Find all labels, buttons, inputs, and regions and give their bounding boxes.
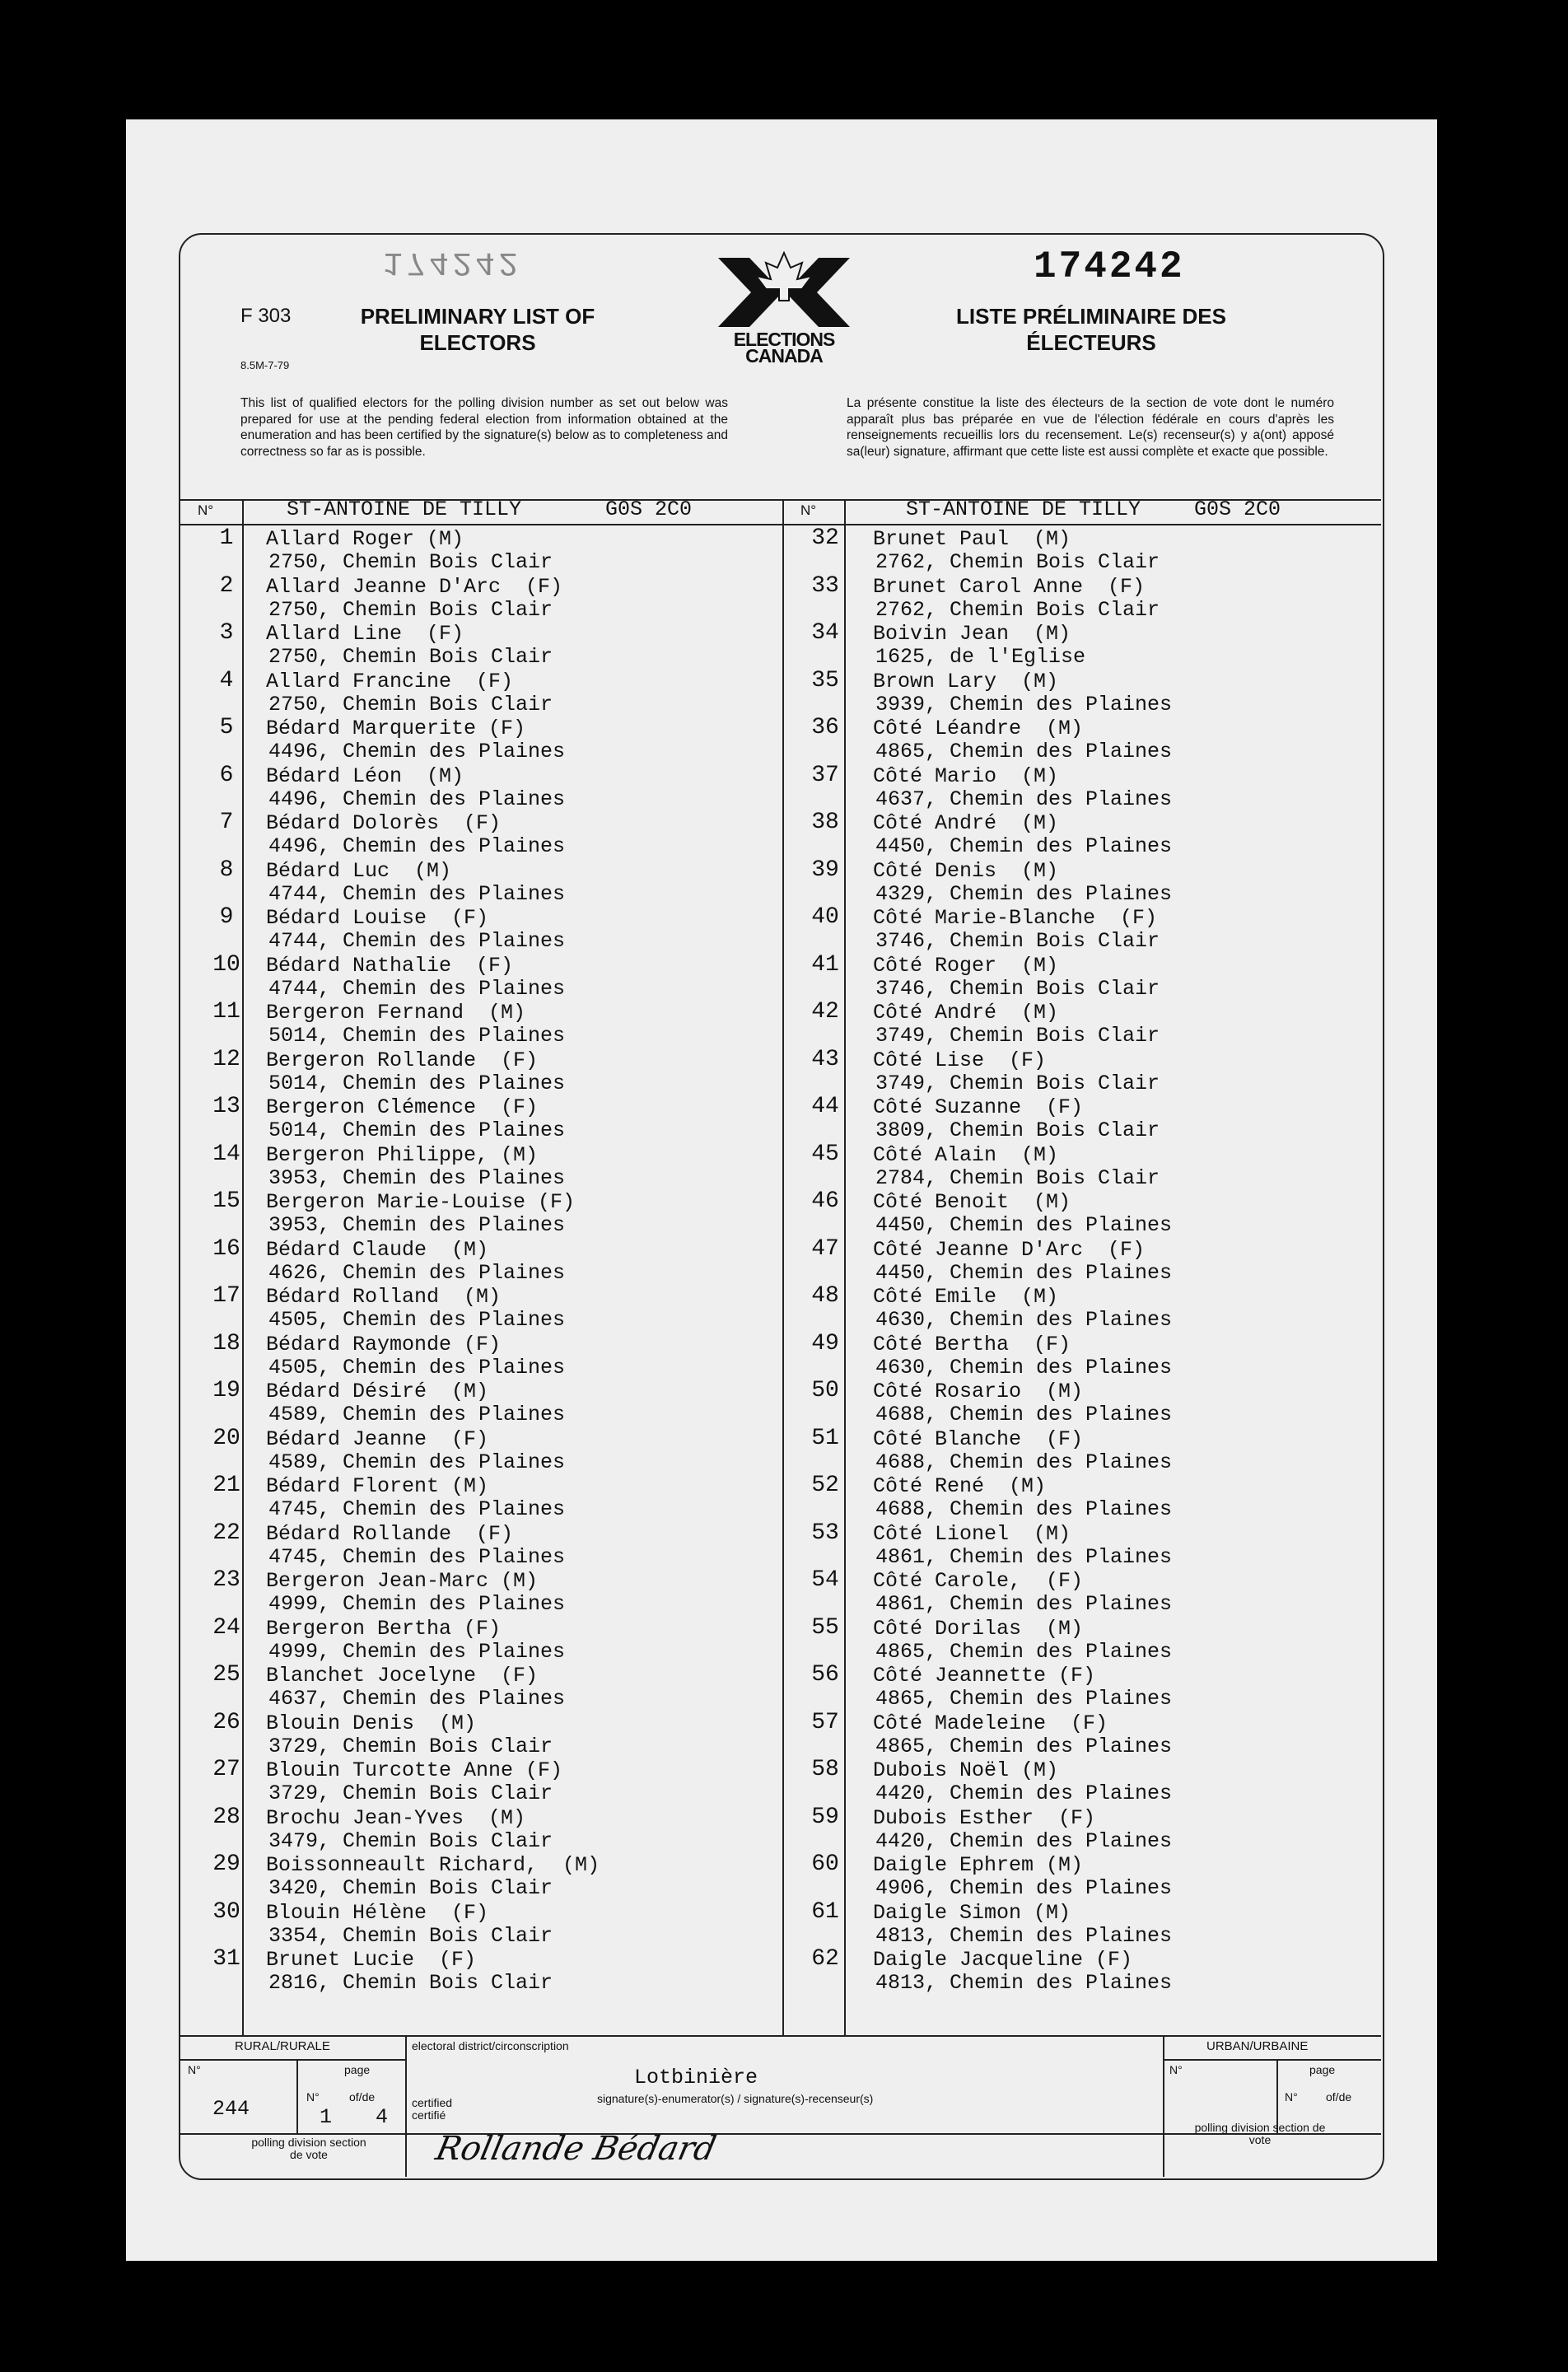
elector-number: 53	[811, 1520, 839, 1546]
notice-english: This list of qualified electors for the polling division number as set out below was prepared for use at the pending federal election from information obtained at the enumeration and has been certified by the signature(s) below as to completeness and correctness so far as is possible.	[240, 396, 728, 459]
elector-address: 3746, Chemin Bois Clair	[875, 929, 1160, 953]
urban-label: URBAN/URBAINE	[1206, 2039, 1309, 2053]
elector-number: 18	[212, 1330, 240, 1356]
elector-number: 11	[212, 999, 240, 1025]
elector-number: 33	[811, 572, 839, 599]
elector-name: Brunet Lucie (F)	[266, 1948, 477, 1972]
elector-address: 4688, Chemin des Plaines	[875, 1403, 1173, 1426]
elector-address: 4420, Chemin des Plaines	[875, 1781, 1173, 1805]
elector-address: 3939, Chemin des Plaines	[875, 692, 1173, 717]
urban-polling-division-label: polling division section de vote	[1194, 2121, 1326, 2146]
rural-label: RURAL/RURALE	[235, 2039, 330, 2053]
elector-number: 17	[212, 1283, 240, 1309]
elector-name: Bergeron Clémence (F)	[266, 1095, 539, 1119]
elector-address: 3354, Chemin Bois Clair	[268, 1923, 553, 1948]
elector-number: 9	[219, 904, 234, 930]
elector-address: 4637, Chemin des Plaines	[875, 787, 1173, 811]
elector-address: 3729, Chemin Bois Clair	[268, 1734, 553, 1758]
elector-name: Bergeron Rollande (F)	[266, 1048, 539, 1072]
elector-name: Blouin Hélène (F)	[266, 1900, 489, 1925]
elector-address: 4813, Chemin des Plaines	[875, 1971, 1173, 1995]
elector-address: 4420, Chemin des Plaines	[875, 1828, 1173, 1853]
elector-number: 1	[219, 525, 234, 551]
elector-name: Boissonneault Richard, (M)	[266, 1853, 600, 1877]
elector-name: Allard Line (F)	[266, 622, 464, 646]
elector-number: 38	[811, 810, 839, 835]
elector-address: 4496, Chemin des Plaines	[268, 834, 566, 858]
logo-text: ELECTIONS CANADA	[733, 329, 835, 367]
elector-address: 4637, Chemin des Plaines	[268, 1687, 566, 1711]
title-english: PRELIMINARY LIST OF ELECTORS	[360, 304, 595, 355]
elector-address: 4744, Chemin des Plaines	[268, 881, 566, 906]
elector-name: Brown Lary (M)	[873, 669, 1059, 693]
elector-address: 4589, Chemin des Plaines	[268, 1450, 566, 1474]
elector-name: Boivin Jean (M)	[873, 622, 1071, 646]
elector-number: 3	[219, 620, 234, 646]
elector-number: 59	[811, 1804, 839, 1830]
elector-number: 55	[811, 1614, 839, 1641]
elector-number: 43	[811, 1046, 839, 1072]
elector-address: 3420, Chemin Bois Clair	[268, 1876, 553, 1900]
elector-address: 4688, Chemin des Plaines	[875, 1497, 1173, 1521]
elector-number: 2	[219, 572, 234, 599]
elector-number: 60	[811, 1851, 839, 1877]
elector-number: 16	[212, 1235, 240, 1262]
stamp-number: 174242	[383, 243, 522, 280]
elector-name: Côté Marie-Blanche (F)	[873, 906, 1158, 930]
electoral-district: Lotbinière	[634, 2066, 758, 2090]
elector-address: 4688, Chemin des Plaines	[875, 1450, 1173, 1474]
elector-name: Bédard Rolland (M)	[266, 1285, 502, 1309]
elector-name: Bergeron Marie-Louise (F)	[266, 1190, 576, 1214]
elector-address: 2762, Chemin Bois Clair	[875, 550, 1160, 574]
elector-address: 3953, Chemin des Plaines	[268, 1165, 566, 1190]
elector-number: 50	[811, 1378, 839, 1403]
elector-address: 3746, Chemin Bois Clair	[875, 976, 1160, 1001]
serial-number: 174242	[1034, 245, 1185, 288]
elector-address: 4450, Chemin des Plaines	[875, 834, 1173, 858]
elector-address: 4626, Chemin des Plaines	[268, 1260, 566, 1285]
elector-name: Côté André (M)	[873, 1001, 1059, 1025]
urban-header-rule	[1163, 2059, 1381, 2061]
left-no-header: N°	[198, 502, 214, 518]
form-revision: 8.5M-7-79	[240, 359, 290, 371]
elector-number: 39	[811, 857, 839, 883]
elector-address: 4865, Chemin des Plaines	[875, 740, 1173, 763]
elector-name: Côté René (M)	[873, 1474, 1047, 1498]
elector-address: 3749, Chemin Bois Clair	[875, 1071, 1160, 1095]
elector-name: Brunet Paul (M)	[873, 527, 1071, 551]
page-of-number: 4	[376, 2105, 389, 2129]
elector-address: 4906, Chemin des Plaines	[875, 1876, 1173, 1900]
elector-name: Blouin Turcotte Anne (F)	[266, 1758, 563, 1782]
elector-address: 4745, Chemin des Plaines	[268, 1544, 566, 1569]
elector-number: 56	[811, 1662, 839, 1688]
rural-header-rule	[180, 2059, 405, 2061]
page-number: 1	[320, 2105, 333, 2129]
elector-number: 51	[811, 1425, 839, 1451]
elector-name: Côté André (M)	[873, 811, 1059, 835]
elector-address: 4861, Chemin des Plaines	[875, 1592, 1173, 1616]
elector-name: Côté Jeannette (F)	[873, 1664, 1096, 1688]
elector-address: 4329, Chemin des Plaines	[875, 881, 1173, 906]
elector-number: 31	[212, 1946, 240, 1972]
elector-address: 3479, Chemin Bois Clair	[268, 1828, 553, 1853]
elector-name: Bédard Dolorès (F)	[266, 811, 502, 835]
elector-name: Blanchet Jocelyne (F)	[266, 1664, 539, 1688]
form-number: F 303	[240, 305, 292, 327]
elector-name: Bergeron Jean-Marc (M)	[266, 1569, 539, 1593]
elector-name: Côté Lionel (M)	[873, 1521, 1071, 1546]
elector-name: Bédard Louise (F)	[266, 906, 489, 930]
elector-name: Daigle Ephrem (M)	[873, 1853, 1084, 1877]
elector-number: 61	[811, 1898, 839, 1925]
elector-number: 8	[219, 857, 234, 883]
elector-name: Bédard Florent (M)	[266, 1474, 489, 1498]
elector-number: 34	[811, 620, 839, 646]
elector-name: Daigle Jacqueline (F)	[873, 1948, 1133, 1972]
elector-address: 4496, Chemin des Plaines	[268, 740, 566, 763]
elector-address: 3809, Chemin Bois Clair	[875, 1118, 1160, 1142]
elector-number: 27	[212, 1757, 240, 1782]
elector-address: 4813, Chemin des Plaines	[875, 1923, 1173, 1948]
elector-number: 4	[219, 667, 234, 693]
table-header-rule	[180, 524, 1381, 525]
elector-address: 3749, Chemin Bois Clair	[875, 1024, 1160, 1048]
elector-name: Brunet Carol Anne (F)	[873, 574, 1146, 599]
title-french: LISTE PRÉLIMINAIRE DES ÉLECTEURS	[956, 304, 1226, 355]
elector-address: 4630, Chemin des Plaines	[875, 1308, 1173, 1332]
elector-number: 45	[811, 1141, 839, 1167]
elector-address: 4450, Chemin des Plaines	[875, 1260, 1173, 1285]
certified-label: certified certifié	[412, 2096, 453, 2122]
elector-name: Bédard Jeanne (F)	[266, 1426, 489, 1451]
polling-number: 244	[212, 2097, 250, 2121]
urban-page-no-label: N°	[1285, 2090, 1298, 2104]
elector-number: 47	[811, 1235, 839, 1262]
elector-number: 5	[219, 715, 234, 740]
elector-address: 2750, Chemin Bois Clair	[268, 692, 553, 717]
elector-name: Bédard Marquerite (F)	[266, 717, 526, 740]
elector-number: 58	[811, 1757, 839, 1782]
elector-number: 29	[212, 1851, 240, 1877]
elector-number: 57	[811, 1709, 839, 1735]
rural-no-label: N°	[188, 2063, 201, 2076]
elector-name: Côté Blanche (F)	[873, 1426, 1084, 1451]
elector-number: 42	[811, 999, 839, 1025]
elector-name: Dubois Esther (F)	[873, 1805, 1096, 1830]
elector-address: 4745, Chemin des Plaines	[268, 1497, 566, 1521]
elector-address: 4861, Chemin des Plaines	[875, 1544, 1173, 1569]
elector-address: 4744, Chemin des Plaines	[268, 929, 566, 953]
elector-address: 4450, Chemin des Plaines	[875, 1213, 1173, 1237]
elector-name: Côté Roger (M)	[873, 953, 1059, 978]
elector-address: 4865, Chemin des Plaines	[875, 1734, 1173, 1758]
elector-number: 48	[811, 1283, 839, 1309]
elector-address: 4999, Chemin des Plaines	[268, 1592, 566, 1616]
elector-name: Côté Madeleine (F)	[873, 1711, 1108, 1735]
elector-number: 44	[811, 1094, 839, 1119]
elector-number: 52	[811, 1473, 839, 1498]
elector-name: Côté Denis (M)	[873, 858, 1059, 883]
elector-number: 24	[212, 1614, 240, 1641]
elector-address: 4999, Chemin des Plaines	[268, 1639, 566, 1664]
elector-address: 4865, Chemin des Plaines	[875, 1687, 1173, 1711]
elector-number: 26	[212, 1709, 240, 1735]
elector-name: Bédard Raymonde (F)	[266, 1332, 502, 1356]
elector-address: 3953, Chemin des Plaines	[268, 1213, 566, 1237]
elector-number: 35	[811, 667, 839, 693]
elector-number: 36	[811, 715, 839, 740]
rural-page-no-label: N°	[306, 2090, 320, 2104]
elector-name: Bédard Désiré (M)	[266, 1380, 489, 1403]
elector-number: 62	[811, 1946, 839, 1972]
elector-name: Bergeron Philippe, (M)	[266, 1142, 539, 1167]
elector-number: 14	[212, 1141, 240, 1167]
elector-number: 13	[212, 1094, 240, 1119]
elector-number: 25	[212, 1662, 240, 1688]
elector-number: 54	[811, 1567, 839, 1593]
elector-address: 4589, Chemin des Plaines	[268, 1403, 566, 1426]
elections-canada-logo-icon	[710, 251, 858, 334]
right-postal-header: G0S 2C0	[1194, 497, 1281, 521]
notice-french: La présente constitue la liste des électeurs de la section de vote dont le numéro apparaît plus bas préparée en vue de l'élection fédérale en cours d'après les renseignements recueillis lors du recensement. Le(s) recenseur(s) y a(ont) apposé sa(leur) signature, affirmant que cette liste est aussi complète et exacte que possible.	[847, 396, 1334, 459]
footer-top-rule	[180, 2035, 1381, 2037]
elector-name: Côté Jeanne D'Arc (F)	[873, 1237, 1146, 1262]
elector-number: 28	[212, 1804, 240, 1830]
elector-address: 5014, Chemin des Plaines	[268, 1071, 566, 1095]
elector-number: 21	[212, 1473, 240, 1498]
elector-number: 30	[212, 1898, 240, 1925]
elector-name: Allard Francine (F)	[266, 669, 514, 693]
elector-number: 37	[811, 762, 839, 788]
elector-number: 41	[811, 951, 839, 978]
elector-name: Bédard Rollande (F)	[266, 1521, 514, 1546]
elector-address: 2750, Chemin Bois Clair	[268, 550, 553, 574]
elector-name: Bédard Claude (M)	[266, 1237, 489, 1262]
rural-page-label: page	[344, 2063, 371, 2076]
enumerator-signature: Rollande Bédard	[432, 2130, 720, 2168]
elector-number: 12	[212, 1046, 240, 1072]
elector-address: 4505, Chemin des Plaines	[268, 1355, 566, 1380]
elector-name: Côté Suzanne (F)	[873, 1095, 1084, 1119]
urban-of-label: of/de	[1326, 2090, 1352, 2104]
electoral-district-label: electoral district/circonscription	[412, 2039, 569, 2052]
elector-number: 7	[219, 810, 234, 835]
elector-number: 32	[811, 525, 839, 551]
elector-address: 4744, Chemin des Plaines	[268, 976, 566, 1001]
elector-address: 2750, Chemin Bois Clair	[268, 597, 553, 622]
elector-name: Côté Emile (M)	[873, 1285, 1059, 1309]
elector-number: 19	[212, 1378, 240, 1403]
elector-name: Côté Bertha (F)	[873, 1332, 1071, 1356]
elector-number: 40	[811, 904, 839, 930]
polling-division-label: polling division section de vote	[251, 2136, 366, 2161]
footer-rural-divider	[405, 2035, 407, 2177]
signature-label: signature(s)-enumerator(s) / signature(s)-recenseur(s)	[597, 2092, 874, 2105]
elector-address: 5014, Chemin des Plaines	[268, 1118, 566, 1142]
elector-address: 2784, Chemin Bois Clair	[875, 1165, 1160, 1190]
elector-name: Bergeron Bertha (F)	[266, 1616, 502, 1641]
elector-name: Côté Carole, (F)	[873, 1569, 1084, 1593]
elector-address: 2816, Chemin Bois Clair	[268, 1971, 553, 1995]
elector-name: Dubois Noël (M)	[873, 1758, 1059, 1782]
elector-name: Allard Jeanne D'Arc (F)	[266, 574, 563, 599]
elector-address: 4865, Chemin des Plaines	[875, 1639, 1173, 1664]
elector-number: 23	[212, 1567, 240, 1593]
elector-number: 46	[811, 1188, 839, 1214]
elector-name: Côté Léandre (M)	[873, 717, 1084, 740]
elector-number: 6	[219, 762, 234, 788]
elector-name: Bédard Luc (M)	[266, 858, 452, 883]
elector-number: 20	[212, 1425, 240, 1451]
elector-address: 2762, Chemin Bois Clair	[875, 597, 1160, 622]
elector-address: 1625, de l'Eglise	[875, 645, 1086, 669]
elector-address: 5014, Chemin des Plaines	[268, 1024, 566, 1048]
elector-name: Côté Rosario (M)	[873, 1380, 1084, 1403]
right-place-header: ST-ANTOINE DE TILLY	[906, 497, 1141, 521]
right-no-header: N°	[800, 502, 817, 518]
elector-name: Côté Benoit (M)	[873, 1190, 1071, 1214]
urban-page-label: page	[1309, 2063, 1336, 2076]
elector-name: Côté Alain (M)	[873, 1142, 1059, 1167]
elector-name: Allard Roger (M)	[266, 527, 464, 551]
elector-name: Bédard Nathalie (F)	[266, 953, 514, 978]
elector-number: 22	[212, 1520, 240, 1546]
footer-urban-divider	[1163, 2035, 1164, 2177]
elector-name: Bédard Léon (M)	[266, 763, 464, 788]
elector-address: 4496, Chemin des Plaines	[268, 787, 566, 811]
elector-name: Côté Mario (M)	[873, 763, 1059, 788]
elector-address: 2750, Chemin Bois Clair	[268, 645, 553, 669]
elector-number: 15	[212, 1188, 240, 1214]
elector-name: Daigle Simon (M)	[873, 1900, 1071, 1925]
left-postal-header: G0S 2C0	[605, 497, 693, 521]
center-column-rule	[782, 499, 784, 2035]
elector-name: Côté Dorilas (M)	[873, 1616, 1084, 1641]
elector-number: 10	[212, 951, 240, 978]
elector-address: 4505, Chemin des Plaines	[268, 1308, 566, 1332]
elector-number: 49	[811, 1330, 839, 1356]
elector-name: Blouin Denis (M)	[266, 1711, 477, 1735]
elector-name: Brochu Jean-Yves (M)	[266, 1805, 526, 1830]
elector-address: 3729, Chemin Bois Clair	[268, 1781, 553, 1805]
elector-address: 4630, Chemin des Plaines	[875, 1355, 1173, 1380]
urban-no-label: N°	[1169, 2063, 1183, 2076]
page-of-label: of/de	[349, 2090, 376, 2104]
elector-name: Côté Lise (F)	[873, 1048, 1047, 1072]
elector-name: Bergeron Fernand (M)	[266, 1001, 526, 1025]
left-place-header: ST-ANTOINE DE TILLY	[287, 497, 522, 521]
rural-no-divider	[296, 2059, 298, 2133]
